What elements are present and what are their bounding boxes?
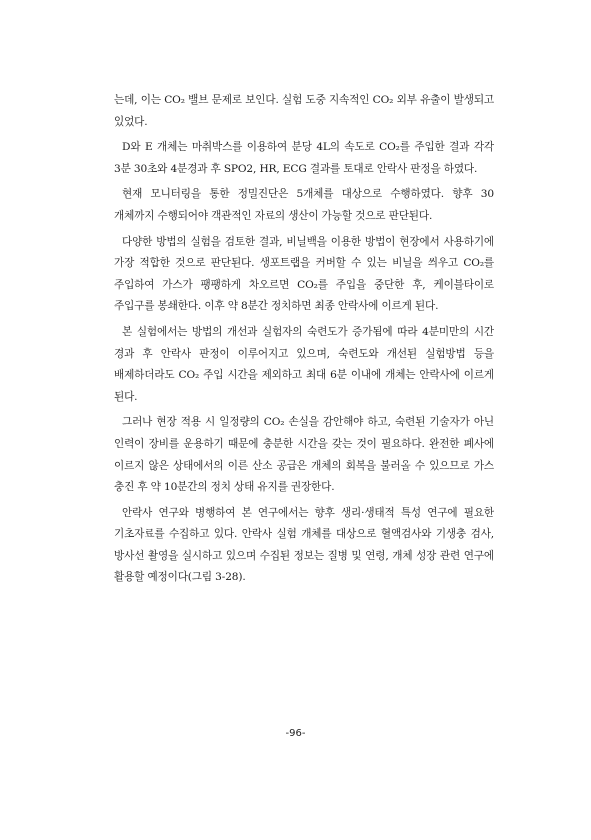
paragraph: 그러나 현장 적용 시 일정량의 CO₂ 손실을 감안해야 하고, 숙련된 기술자가 아닌 인력이 장비를 운용하기 때문에 충분한 시간을 갖는 것이 필요하다. 완전한 폐사에 이르지 않은 상태에서의 이른 산소 공급은 개체의 회복을 불러올 수 있으므로 가스 충진 후 약 10분간의 정치 상태 유지를 권장한다. — [114, 416, 494, 494]
paragraph: 안락사 연구와 병행하여 본 연구에서는 향후 생리·생태적 특성 연구에 필요한 기초자료를 수집하고 있다. 안락사 실험 개체를 대상으로 혈액검사와 기생충 검사, 방사선 촬영을 실시하고 있으며 수집된 정보는 질병 및 연령, 개체 성장 관련 연구에 활용할 예정이다(그림 3-28). — [114, 506, 494, 584]
paragraph-continued: 는데, 이는 CO₂ 밸브 문제로 보인다. 실험 도중 지속적인 CO₂ 외부 유출이 발생되고 있었다. — [114, 94, 494, 128]
paragraph: D와 E 개체는 마취박스를 이용하여 분당 4L의 속도로 CO₂를 주입한 결과 각각 3분 30초와 4분경과 후 SPO2, HR, ECG 결과를 토대로 안락사 판정을 하였다. — [114, 141, 494, 175]
paragraph: 본 실험에서는 방법의 개선과 실험자의 숙련도가 증가됨에 따라 4분미만의 시간 경과 후 안락사 판정이 이루어지고 있으며, 숙련도와 개선된 실험방법 등을 배제하더라도 CO₂ 주입 시간을 제외하고 최대 6분 이내에 개체는 안락사에 이르게 된다. — [114, 325, 494, 403]
body-text — [114, 90, 494, 593]
page-number: -96- — [285, 728, 306, 739]
paragraph: 다양한 방법의 실험을 검토한 결과, 비닐백을 이용한 방법이 현장에서 사용하기에 가장 적합한 것으로 판단된다. 생포트랩을 커버할 수 있는 비닐을 씌우고 CO₂를 주입하여 가스가 팽팽하게 차오르면 CO₂를 주입을 중단한 후, 케이블타이로 주입구를 봉쇄한다. 이후 약 8분간 정치하면 최종 안락사에 이르게 된다. — [114, 235, 494, 313]
paragraph: 현재 모니터링을 통한 정밀진단은 5개체를 대상으로 수행하였다. 향후 30 개체까지 수행되어야 객관적인 자료의 생산이 가능할 것으로 판단된다. — [114, 188, 494, 222]
